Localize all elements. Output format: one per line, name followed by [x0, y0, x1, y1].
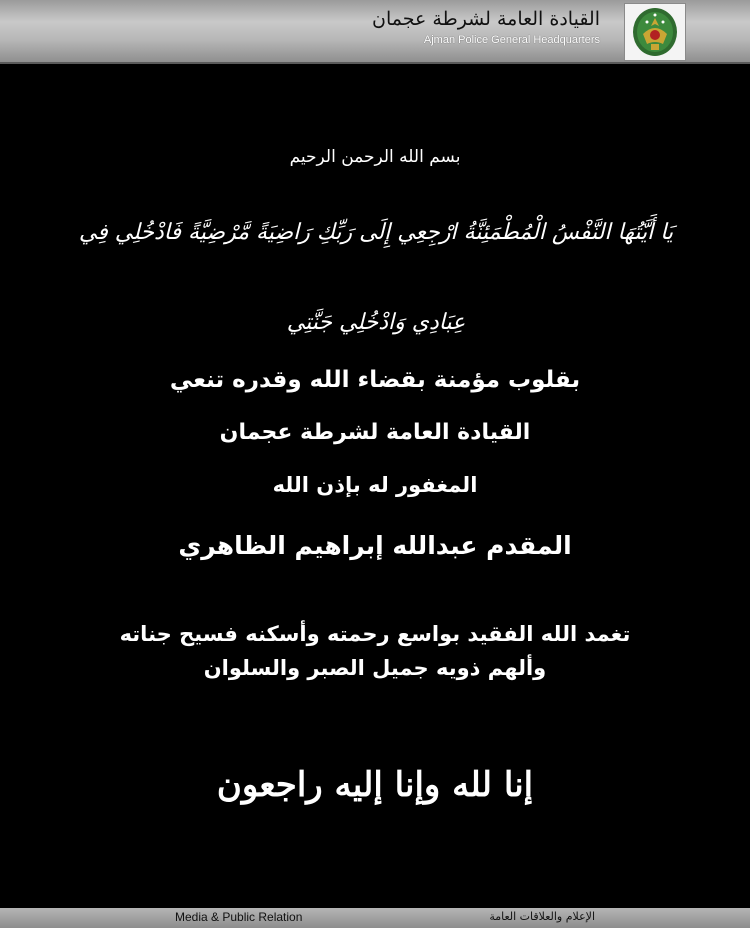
- announcement-line-3: المغفور له بإذن الله: [272, 473, 478, 497]
- footer-english: Media & Public Relation: [175, 910, 303, 924]
- footer-arabic: الإعلام والعلاقات العامة: [489, 910, 595, 923]
- prayer-line-1: تغمد الله الفقيد بواسع رحمته وأسكنه فسيح جناته: [119, 622, 631, 646]
- header-bar: [0, 0, 750, 64]
- basmala: بسم الله الرحمن الرحيم: [289, 147, 461, 167]
- header-title-english: Ajman Police General Headquarters: [423, 34, 600, 46]
- deceased-name: المقدم عبدالله إبراهيم الظاهري: [178, 531, 572, 560]
- header-title-block: [340, 6, 600, 48]
- verse-text: يَا أَيَّتُهَا النَّفْسُ الْمُطْمَئِنَّةُ ارْجِعِي إِلَى رَبِّكِ رَاضِيَةً مَّرْضِيَّةً فَادْخُلِي فِي عِبَادِي وَادْخُلِي جَنَّتِي: [78, 220, 674, 335]
- police-emblem-icon: [624, 3, 686, 61]
- announcement-line-1: بقلوب مؤمنة بقضاء الله وقدره تنعي: [169, 367, 581, 393]
- footer-bar: [0, 908, 750, 928]
- prayer-line-2: وألهم ذويه جميل الصبر والسلوان: [203, 656, 547, 680]
- header-title-arabic: القيادة العامة لشرطة عجمان: [372, 8, 600, 30]
- closing-calligraphy: إنا لله وإنا إليه راجعون: [216, 765, 534, 805]
- calligraphy-verse: [60, 188, 692, 335]
- announcement-line-2: القيادة العامة لشرطة عجمان: [219, 420, 531, 445]
